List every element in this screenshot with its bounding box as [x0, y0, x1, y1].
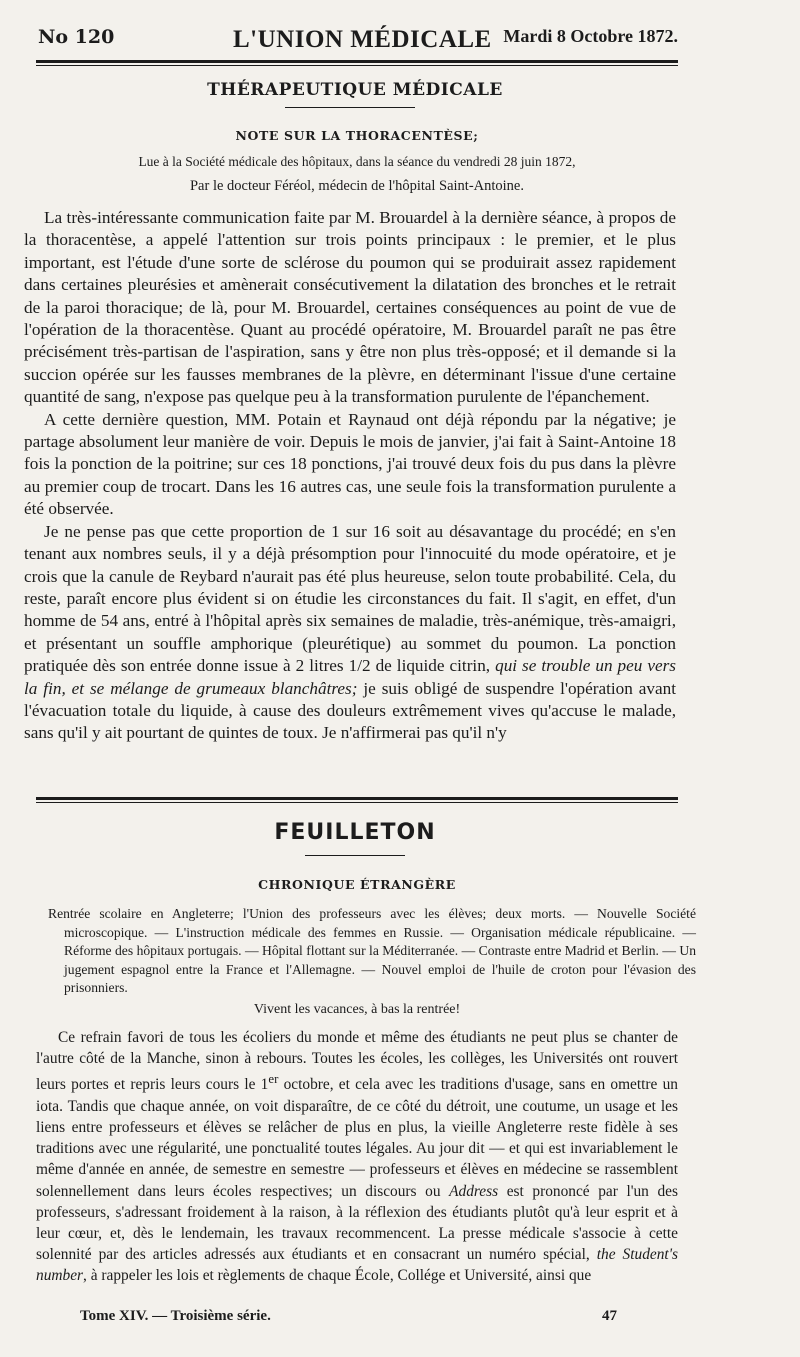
epigraph: Vivent les vacances, à bas la rentrée!	[253, 1002, 461, 1017]
feuilleton-rule-thin	[36, 802, 678, 803]
masthead	[38, 20, 678, 56]
paragraph: La très-intéressante communication faite par M. Brouardel à la dernière séance, à propos de la thoracentèse, a appelé l'attention sur trois points principaux : le premier, et le plus important, est l'étude d'une sorte de sclérose du poumon qui se produirait assez rapidement dans certaines pleurésies et amènerait consécutivement la dilatation des bronches et le retrait de la paroi thoracique; de là, pour M. Brouardel, certaines conséquences au point de vue de l'opération de la thoracentèse. Quant au procédé opératoire, M. Brouardel paraît ne pas être précisément très-partisan de l'aspiration, sans y être non plus très-opposé; et il demande si la succion opérée sur les fausses membranes de la plèvre, en déterminant l'issue d'une certaine quantité de sang, n'expose pas quelque peu à la transformation purulente de l'épanchement.	[24, 208, 676, 407]
byline: Par le docteur Féréol, médecin de l'hôpital Saint-Antoine.	[189, 178, 524, 194]
section-title: THÉRAPEUTIQUE MÉDICALE	[207, 80, 503, 100]
masthead-rule	[36, 60, 678, 63]
issue-number: No 120	[38, 26, 115, 48]
read-at-line: Lue à la Société médicale des hôpitaux, dans la séance du vendredi 28 juin 1872,	[138, 154, 576, 169]
article-title: NOTE SUR LA THORACENTÈSE;	[235, 128, 479, 143]
italic-quote: qui se trouble un peu vers la fin, et se mélange de grumeaux blanchâtres;	[24, 656, 676, 698]
page-number: 47	[602, 1308, 617, 1324]
feuilleton-rule	[36, 797, 678, 800]
feuilleton-divider	[305, 855, 405, 856]
issue-date: Mardi 8 Octobre 1872.	[503, 26, 678, 46]
paragraph: Je ne pense pas que cette proportion de 1 sur 16 soit au désavantage du procédé; en s'en tenant aux nombres seuls, il y a déjà présomption pour l'innocuité du mode opératoire, et je crois que la canule de Reybard n'aurait pas été plus heureuse, selon toute probabilité. Cela, du reste, paraît encore plus évident si on étudie les circonstances du fait. Il s'agit, en effet, d'un homme de 54 ans, entré à l'hôpital après six semaines de maladie, très-anémique, très-amaigri, et présentant un souffle amphorique (pleurétique) au sommet du poumon. La ponction pratiquée dès son entrée donne issue à 2 litres 1/2 de liquide citrin, qui se trouble un peu vers la fin, et se mélange de grumeaux blanchâtres; je suis obligé de suspendre l'opération avant l'évacuation totale du liquide, à cause des douleurs extrêmement vives qu'accuse le malade, sans qu'il y ait pourtant de quintes de toux. Je n'affirmerai pas qu'il n'y	[24, 521, 676, 743]
section-divider	[285, 107, 415, 108]
paragraph: A cette dernière question, MM. Potain et Raynaud ont déjà répondu par la négative; je partage absolument leur manière de voir. Depuis le mois de janvier, j'ai fait à Saint-Antoine 18 fois la ponction de la poitrine; sur ces 18 ponctions, j'ai trouvé deux fois du pus dans la plèvre au premier coup de trocart. Dans les 16 autres cas, une seule fois la transformation purulente a été observée.	[24, 409, 676, 519]
newspaper-title: L'UNION MÉDICALE	[233, 26, 492, 53]
masthead-rule-thin	[36, 65, 678, 66]
feuilleton-body	[36, 1027, 678, 1287]
paragraph: Ce refrain favori de tous les écoliers du monde et même des étudiants ne peut plus se chanter de l'autre côté de la Manche, sinon à rebours. Toutes les écoles, les collèges, les Universités ont rouvert leurs portes et repris leurs cours le 1er octobre, et cela avec les traditions d'usage, sans en omettre un iota. Tandis que chaque année, on voit disparaître, de ce côté du détroit, une coutume, un usage et les liens entre professeurs et élèves se relâcher de plus en plus, la vieille Angleterre reste fidèle à ses traditions avec une régularité, une ponctualité toutes légales. Au jour dit — et qui est invariablement le même d'année en année, de semestre en semestre — professeurs et élèves en médecine se rassemblent solennellement dans leurs écoles respectives; un discours ou Address est prononcé par l'un des professeurs, s'adressant froidement à la raison, à la réflexion des étudiants plutôt qu'à leur esprit et à leur cœur, et, dès le lendemain, les travaux recommencent. La presse médicale s'associe à cette solennité par des articles adressés aux étudiants et en consacrant un numéro spécial, the Student's number, à rappeler les lois et règlements de chaque École, Collége et Université, ainsi que	[36, 1029, 678, 1285]
feuilleton-header: FEUILLETON	[274, 820, 436, 845]
volume-footer: Tome XIV. — Troisième série.	[80, 1308, 271, 1324]
feuilleton-summary: Rentrée scolaire en Angleterre; l'Union des professeurs avec les élèves; deux morts. — Nouvelle Société microscopique. — L'instruction médicale des femmes en Russie. — Organisation médicale républicaine. — Réforme des hôpitaux portugais. — Hôpital flottant sur la Méditerranée. — Contraste entre Madrid et Berlin. — Un jugement espagnol entre la France et l'Allemagne. — Nouvel emploi de l'huile de croton pour l'évasion des prisonniers.	[48, 906, 696, 995]
feuilleton-title: CHRONIQUE ÉTRANGÈRE	[258, 877, 456, 892]
article-body	[24, 207, 676, 745]
